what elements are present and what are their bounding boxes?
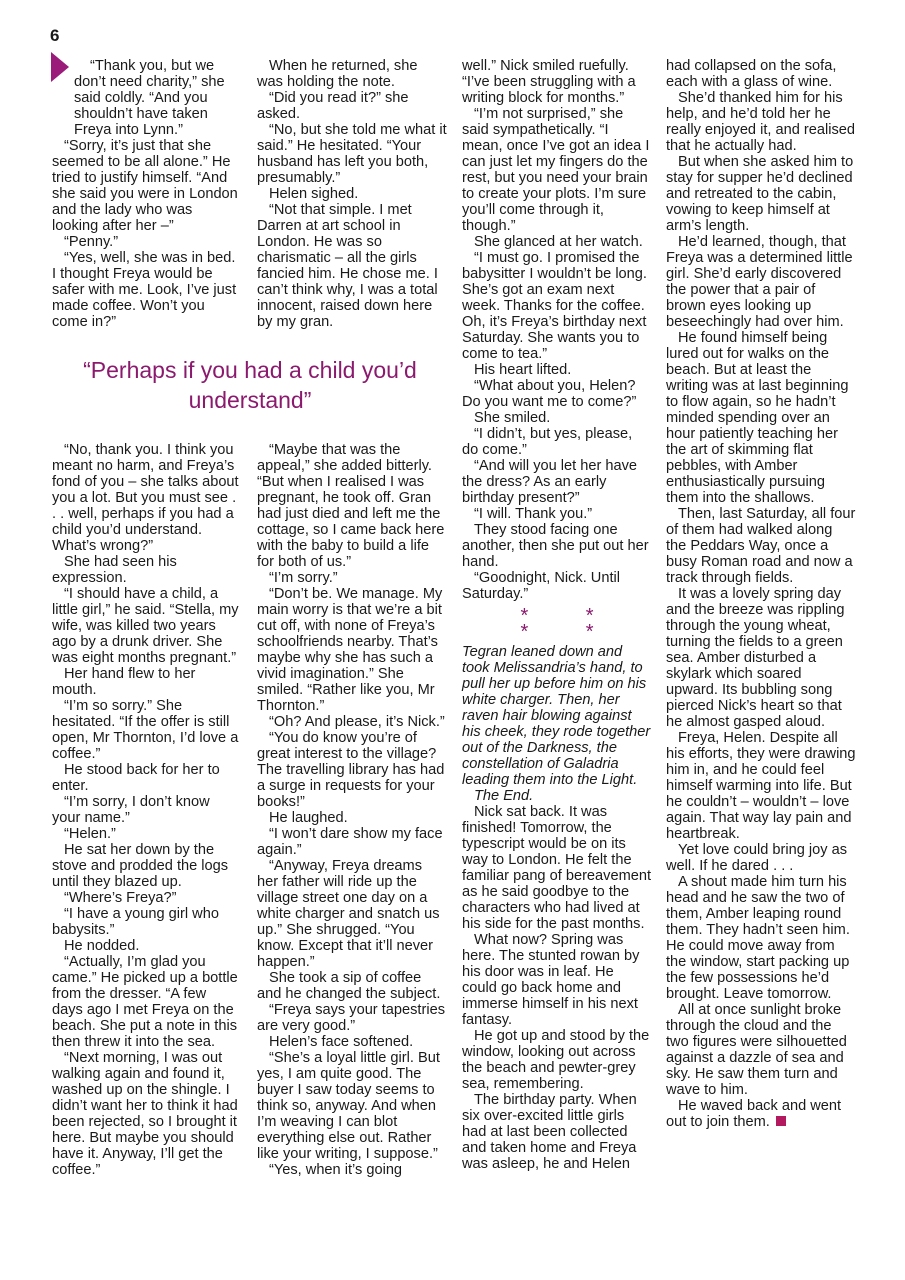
paragraph: He laughed.: [269, 810, 348, 826]
paragraph: “Did you read it?” she asked.: [257, 90, 409, 122]
paragraph: “Sorry, it’s just that she seemed to be all alone.” He tried to justify himself. “And she said you were in London and the lady who was looking after her –”: [52, 138, 238, 234]
paragraph: “I must go. I promised the babysitter I wouldn’t be long. She’s got an exam next week. Thanks for the coffee. Oh, it’s Freya’s birthday next Saturday. She wants you to come to tea.”: [462, 250, 647, 362]
paragraph: “Freya says your tapestries are very good.”: [257, 1002, 445, 1034]
paragraph: She glanced at her watch.: [474, 234, 643, 250]
paragraph: “You do know you’re of great interest to the village? The travelling library has had a surge in requests for your books!”: [257, 730, 445, 810]
paragraph: Nick sat back. It was finished! Tomorrow, the typescript would be on its way to London. He felt the familiar pang of bereavement as he said goodbye to the characters who had lived at his side for the past months.: [462, 804, 652, 932]
paragraph: “Not that simple. I met Darren at art school in London. He was so charismatic – all the girls fancied him. He chose me. I can’t think why, I was a total innocent, raised down here by my gran.: [257, 202, 438, 330]
paragraph: “She’s a loyal little girl. But yes, I am quite good. The buyer I saw today seems to think so, anyway. And when I’m weaving I can blot everything else out. Rather like your writing, I suppose.”: [257, 1050, 440, 1162]
paragraph: They stood facing one another, then she put out her hand.: [462, 522, 649, 570]
pull-quote: “Perhaps if you had a child you’d understand”: [83, 357, 417, 413]
column-2-bottom: [257, 442, 447, 1178]
paragraph: “No, but she told me what it said.” He hesitated. “Your husband has left you both, presumably.”: [257, 122, 447, 186]
paragraph: “Helen.”: [64, 826, 116, 842]
paragraph: When he returned, she was holding the note.: [257, 58, 418, 90]
paragraph: “Where’s Freya?”: [64, 890, 177, 906]
paragraph: “I will. Thank you.”: [474, 506, 593, 522]
column-4: [666, 58, 856, 1130]
manuscript-excerpt: Tegran leaned down and took Melissandria’s hand, to pull her up before him on his white charger. Then, her raven hair blowing against his cheek, they rode together out of the Darkness, the constellation of Galadria leading them into the Light.: [462, 644, 651, 788]
paragraph: He got up and stood by the window, looking out across the beach and pewter-grey sea, remembering.: [462, 1028, 650, 1092]
paragraph: “I’m not surprised,” she said sympathetically. “I mean, once I’ve got an idea I can just let my fingers do the rest, but you need your brain to create your plots. I’m sure you’ll come through it, though.”: [462, 106, 650, 234]
paragraph: “Penny.”: [64, 234, 119, 250]
paragraph: “Don’t be. We manage. My main worry is that we’re a bit cut off, with none of Freya’s schoolfriends nearby. That’s maybe why she has such a vivid imagination.” She smiled. “Rather like you, Mr Thornton.”: [257, 586, 443, 714]
section-break-stars: * * * *: [520, 605, 620, 643]
paragraph: His heart lifted.: [474, 362, 572, 378]
paragraph: well.” Nick smiled ruefully. “I’ve been struggling with a writing block for months.”: [462, 58, 636, 106]
paragraph: He sat her down by the stove and prodded the logs until they blazed up.: [52, 842, 229, 890]
column-2-top: [257, 58, 447, 330]
paragraph: Her hand flew to her mouth.: [52, 666, 196, 698]
paragraph: “I won’t dare show my face again.”: [257, 826, 443, 858]
paragraph: “I’m sorry, I don’t know your name.”: [52, 794, 210, 826]
column-1-bottom: [52, 442, 240, 1178]
paragraph: “Yes, when it’s going: [269, 1162, 403, 1178]
paragraph: [666, 1098, 856, 1130]
paragraph: “Anyway, Freya dreams her father will ride up the village street one day on a white charger and snatch us up.” She shrugged. “You know. Except that it’ll never happen.”: [257, 858, 440, 970]
paragraph: “Thank you, but we don’t need charity,” she said coldly. “And you shouldn’t have taken Freya into Lynn.”: [74, 58, 225, 138]
paragraph: All at once sunlight broke through the cloud and the two figures were silhouetted against a dazzle of sea and sky. He saw them turn and wave to him.: [666, 1002, 847, 1098]
paragraph: had collapsed on the sofa, each with a glass of wine.: [666, 58, 837, 90]
paragraph: He found himself being lured out for walks on the beach. But at least the writing was at last beginning to flow again, so he hadn’t minded spending over an hour patiently teaching her the art of skimming flat pebbles, with Amber enthusiastically pursuing them into the shallows.: [666, 330, 849, 506]
column-1-top: [52, 58, 240, 330]
column-3: [462, 58, 652, 1172]
paragraph: “Maybe that was the appeal,” she added bitterly. “But when I realised I was pregnant, he took off. Gran had just died and left me the cottage, so I came back here with the baby to build a life for both of us.”: [257, 442, 445, 570]
paragraph: “Yes, well, she was in bed. I thought Freya would be safer with me. Look, I’ve just made coffee. Won’t you come in?”: [52, 250, 237, 330]
paragraph: Freya, Helen. Despite all his efforts, they were drawing him in, and he could feel himself warming into life. But he couldn’t – wouldn’t – love again. That way lay pain and heartbreak.: [666, 730, 856, 842]
paragraph: Helen’s face softened.: [269, 1034, 414, 1050]
manuscript-end: The End.: [474, 788, 534, 804]
paragraph: He nodded.: [64, 938, 140, 954]
paragraph: It was a lovely spring day and the breeze was rippling through the young wheat, turning the fields to a green sea. Amber disturbed a skylark which soared upward. Its bubbling song pierced Nick’s heart so that he almost gasped aloud.: [666, 586, 845, 730]
paragraph: She’d thanked him for his help, and he’d told her he really enjoyed it, and realised that he actually had.: [666, 90, 856, 154]
paragraph: “No, thank you. I think you meant no harm, and Freya’s fond of you – she talks about you a lot. But you must see . . . well, perhaps if you had a child you’d understand. What’s wrong?”: [52, 442, 239, 554]
paragraph: “I have a young girl who babysits.”: [52, 906, 219, 938]
paragraph: She smiled.: [474, 410, 551, 426]
paragraph: What now? Spring was here. The stunted rowan by his door was in leaf. He could go back home and immerse himself in his next fantasy.: [462, 932, 640, 1028]
paragraph: Helen sighed.: [269, 186, 359, 202]
paragraph: He’d learned, though, that Freya was a determined little girl. She’d early discovered the power that a pair of brown eyes looking up beseechingly had over him.: [666, 234, 853, 330]
paragraph: “Oh? And please, it’s Nick.”: [269, 714, 445, 730]
paragraph: She took a sip of coffee and he changed the subject.: [257, 970, 441, 1002]
paragraph: “I didn’t, but yes, please, do come.”: [462, 426, 633, 458]
paragraph: “What about you, Helen? Do you want me to come?”: [462, 378, 637, 410]
paragraph: “Next morning, I was out walking again and found it, washed up on the shingle. I didn’t want her to think it had been rejected, so I brought it here. But maybe you should have it. Anyway, I’ll get the coffee.”: [52, 1050, 238, 1178]
paragraph: “Actually, I’m glad you came.” He picked up a bottle from the dresser. “A few days ago I met Freya on the beach. She put a note in this then threw it into the sea.: [52, 954, 238, 1050]
paragraph: A shout made him turn his head and he saw the two of them, Amber leaping round them. They hadn’t seen him. He could move away from the window, start packing up the few possessions he’d brought. Leave tomorrow.: [666, 874, 850, 1002]
paragraph: “And will you let her have the dress? As an early birthday present?”: [462, 458, 638, 506]
paragraph: Then, last Saturday, all four of them had walked along the Peddars Way, once a busy Roman road and now a track through fields.: [666, 506, 856, 586]
paragraph: “I’m so sorry.” She hesitated. “If the offer is still open, Mr Thornton, I’d love a coffee.”: [52, 698, 239, 762]
paragraph: But when she asked him to stay for supper he’d declined and retreated to the cabin, vowing to keep himself at arm’s length.: [666, 154, 854, 234]
paragraph: “Goodnight, Nick. Until Saturday.”: [462, 570, 620, 602]
paragraph: “I’m sorry.”: [269, 570, 338, 586]
paragraph: The birthday party. When six over-excited little girls had at last been collected and taken home and Freya was asleep, he and Helen: [462, 1092, 637, 1172]
end-of-story-square-icon: [776, 1116, 786, 1126]
paragraph: “I should have a child, a little girl,” he said. “Stella, my wife, was killed two years ago by a drunk driver. She was eight months pregnant.”: [52, 586, 239, 666]
final-paragraph-text: He waved back and went out to join them.: [666, 1098, 842, 1130]
paragraph: She had seen his expression.: [52, 554, 177, 586]
page-number: 6: [50, 26, 60, 45]
paragraph: He stood back for her to enter.: [52, 762, 220, 794]
paragraph: Yet love could bring joy as well. If he dared . . .: [666, 842, 848, 874]
